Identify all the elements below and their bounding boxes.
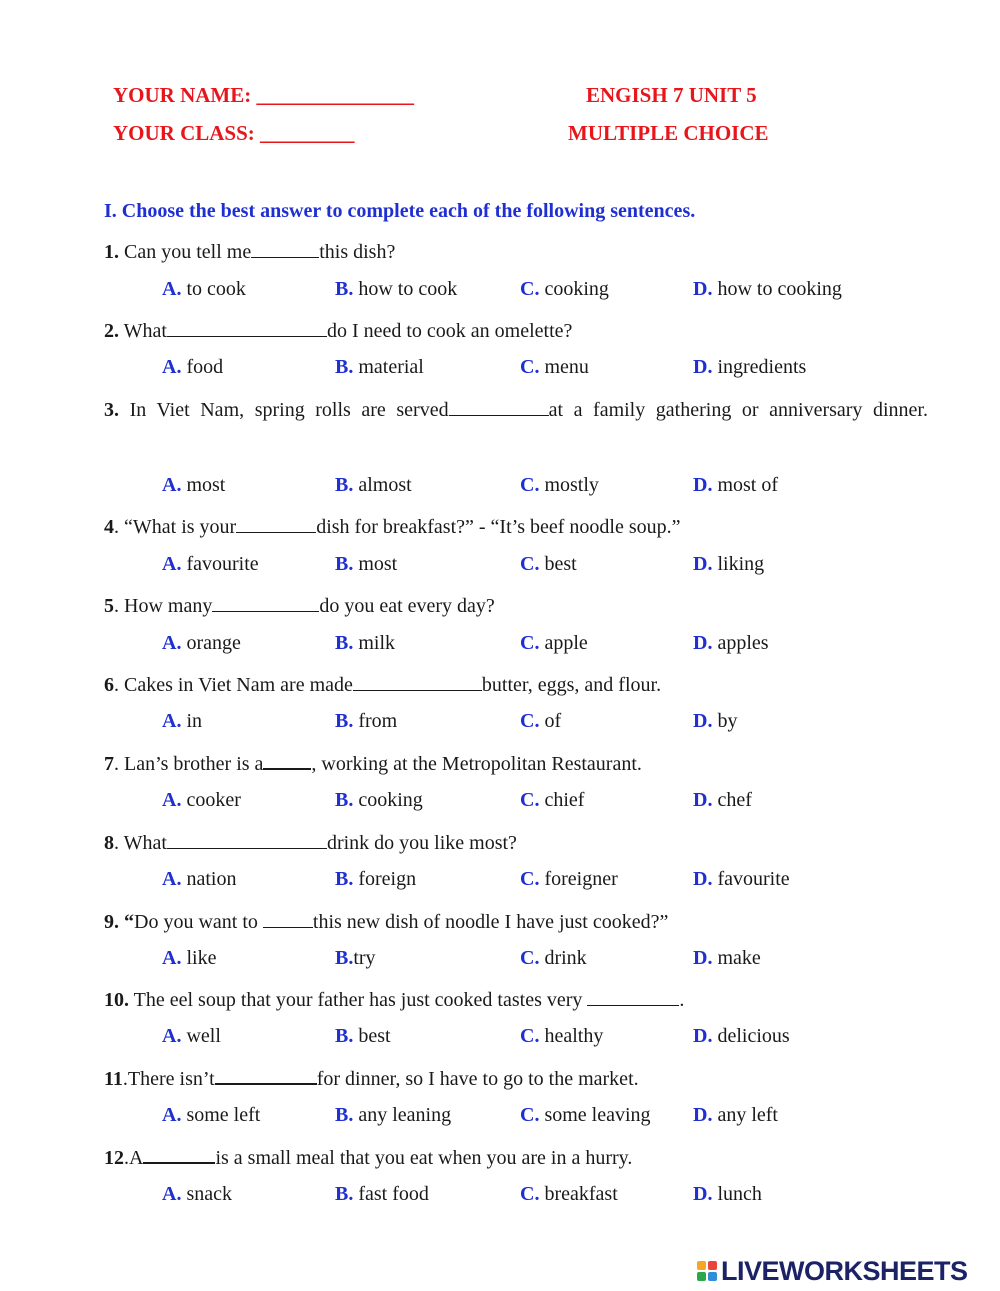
answer-blank[interactable] [353,672,482,691]
option-text: how to cooking [712,278,842,300]
option-letter: C. [520,789,540,811]
question-text: . What [114,832,167,854]
option-text: orange [181,632,241,654]
question-11 [104,1060,928,1098]
option-text: nation [181,868,237,890]
option-text: best [353,1025,391,1047]
option-text: chef [712,789,752,811]
option-text: foreign [353,868,417,890]
option-text: mostly [539,474,599,496]
option-letter: B. [335,789,354,811]
options-row [0,356,1000,386]
option-letter: D. [693,789,713,811]
options-row [0,1183,1000,1213]
option-d[interactable] [693,356,806,379]
option-letter: A. [162,789,182,811]
question-text: . How many [114,595,213,617]
option-b[interactable] [335,789,423,812]
question-number: 2. [104,320,119,342]
option-b[interactable] [335,1104,451,1127]
option-c[interactable] [520,632,588,655]
class-field-label: YOUR CLASS: _________ [113,121,355,145]
option-text: fast food [353,1183,429,1205]
question-4 [104,508,928,546]
question-text: Do you want to [134,911,263,933]
question-text: at a family gathering or anniversary dinner. [548,399,928,421]
option-text: cooker [181,789,241,811]
option-letter: C. [520,868,540,890]
question-number: 5 [104,595,114,617]
option-text: most of [712,474,779,496]
option-letter: B. [335,1104,354,1126]
option-d[interactable] [693,947,761,970]
question-3 [104,391,928,429]
option-letter: B. [335,1025,354,1047]
answer-blank[interactable] [263,750,311,770]
question-2 [104,312,928,350]
question-7 [104,745,928,783]
option-d[interactable] [693,710,737,733]
question-number: 6 [104,674,114,696]
options-row [0,710,1000,740]
option-letter: D. [693,947,713,969]
logo-text: LIVEWORKSHEETS [721,1255,968,1286]
option-a[interactable] [162,553,259,576]
option-text: apples [712,632,769,654]
option-text: of [539,710,562,732]
option-letter: A. [162,632,182,654]
option-letter: B. [335,868,354,890]
option-b[interactable] [335,553,397,576]
question-text: In Viet Nam, spring rolls are served [119,399,449,421]
option-text: some leaving [539,1104,651,1126]
option-text: almost [353,474,412,496]
option-letter: B. [335,710,354,732]
answer-blank[interactable] [215,1065,317,1085]
option-b[interactable] [335,1183,429,1206]
option-b[interactable] [335,868,416,891]
option-a[interactable] [162,1183,232,1206]
option-letter: A. [162,553,182,575]
option-letter: A. [162,1104,182,1126]
option-c[interactable] [520,278,609,301]
question-text: drink do you like most? [326,832,517,854]
option-d[interactable] [693,1183,762,1206]
option-b[interactable] [335,632,395,655]
option-text: any leaning [353,1104,452,1126]
answer-blank[interactable] [167,318,327,337]
option-text: from [353,710,398,732]
option-c[interactable] [520,1183,618,1206]
option-c[interactable] [520,356,589,379]
question-text: do I need to cook an omelette? [326,320,573,342]
option-text: favourite [712,868,790,890]
option-b[interactable] [335,356,424,379]
question-10 [104,981,928,1019]
options-row [0,278,1000,308]
option-letter: D. [693,1183,713,1205]
option-letter: D. [693,553,713,575]
option-letter: C. [520,1025,540,1047]
option-letter: A. [162,474,182,496]
option-letter: D. [693,474,713,496]
option-b[interactable] [335,278,457,301]
option-text: by [712,710,738,732]
option-a[interactable] [162,1104,260,1127]
option-d[interactable] [693,868,790,891]
option-d[interactable] [693,278,842,301]
option-text: lunch [712,1183,762,1205]
option-a[interactable] [162,710,202,733]
option-b[interactable] [335,710,397,733]
option-text: some left [181,1104,261,1126]
option-letter: A. [162,1183,182,1205]
option-text: breakfast [539,1183,618,1205]
answer-blank[interactable] [587,987,679,1006]
option-a[interactable] [162,868,236,891]
option-letter: B. [335,632,354,654]
question-1 [104,233,928,271]
question-6 [104,666,928,704]
option-c[interactable] [520,1104,651,1127]
answer-blank[interactable] [251,239,319,258]
question-text: is a small meal that you eat when you are in a hurry. [215,1147,633,1169]
option-letter: C. [520,947,540,969]
option-letter: C. [520,710,540,732]
option-letter: A. [162,710,182,732]
option-b[interactable] [335,474,412,497]
options-row [0,1025,1000,1055]
options-row [0,632,1000,662]
logo-grid-icon [697,1261,717,1281]
answer-blank[interactable] [263,909,313,928]
answer-blank[interactable] [449,397,549,416]
question-text: The eel soup that your father has just cooked tastes very [129,989,588,1011]
option-d[interactable] [693,553,764,576]
options-row [0,1104,1000,1134]
option-a[interactable] [162,947,216,970]
question-number: 3. [104,399,119,421]
option-letter: D. [693,278,713,300]
option-text: cooking [353,789,423,811]
liveworksheets-logo[interactable] [697,1253,968,1289]
option-text: like [181,947,217,969]
option-letter: A. [162,947,182,969]
question-text: for dinner, so I have to go to the market. [316,1068,639,1090]
option-letter: C. [520,278,540,300]
options-row [0,868,1000,898]
question-8 [104,824,928,862]
options-row [0,474,1000,504]
option-letter: A. [162,868,182,890]
option-c[interactable] [520,947,587,970]
option-letter: D. [693,632,713,654]
question-number: 12 [104,1147,124,1169]
logo-square [697,1272,706,1281]
option-letter: A. [162,1025,182,1047]
logo-square [708,1272,717,1281]
option-b[interactable] [335,947,376,970]
question-text: . “What is your [114,516,237,538]
option-text: well [181,1025,221,1047]
option-text: chief [539,789,585,811]
option-c[interactable] [520,1025,603,1048]
option-letter: C. [520,553,540,575]
question-text: this dish? [319,241,396,263]
answer-blank[interactable] [143,1144,215,1164]
options-row [0,553,1000,583]
option-letter: B. [335,1183,354,1205]
option-letter: D. [693,710,713,732]
option-text: make [712,947,761,969]
option-a[interactable] [162,1025,221,1048]
question-text: butter, eggs, and flour. [481,674,662,696]
option-text: favourite [181,553,259,575]
question-text: , working at the Metropolitan Restaurant. [311,753,642,775]
question-text: do you eat every day? [319,595,495,617]
option-text: how to cook [353,278,458,300]
option-letter: C. [520,474,540,496]
course-title: ENGISH 7 UNIT 5 [586,83,757,107]
answer-blank[interactable] [167,830,327,849]
option-text: healthy [539,1025,604,1047]
options-row [0,947,1000,977]
section-title: I. Choose the best answer to complete each of the following sentences. [104,200,696,222]
question-number: 8 [104,832,114,854]
option-b[interactable] [335,1025,391,1048]
question-number: 7 [104,753,114,775]
option-c[interactable] [520,789,584,812]
option-letter: A. [162,356,182,378]
option-text: apple [539,632,588,654]
option-letter: D. [693,868,713,890]
question-text: .There isn’t [122,1068,215,1090]
option-letter: D. [693,356,713,378]
option-text: ingredients [712,356,807,378]
question-text: dish for breakfast?” - “It’s beef noodle soup.” [316,516,681,538]
option-letter: C. [520,1183,540,1205]
option-letter: B. [335,278,354,300]
option-text: to cook [181,278,246,300]
option-text: best [539,553,577,575]
option-d[interactable] [693,1104,778,1127]
option-text: in [181,710,203,732]
option-text: food [181,356,224,378]
option-text: menu [539,356,589,378]
option-text: cooking [539,278,609,300]
option-letter: B. [335,947,354,969]
option-d[interactable] [693,474,778,497]
option-text: drink [539,947,587,969]
option-text: any left [712,1104,778,1126]
logo-square [708,1261,717,1270]
question-text: .A [124,1147,144,1169]
question-text: . Cakes in Viet Nam are made [114,674,353,696]
worksheet-type: MULTIPLE CHOICE [568,121,769,145]
option-text: liking [712,553,765,575]
option-text: most [353,553,398,575]
option-text: foreigner [539,868,618,890]
option-a[interactable] [162,356,223,379]
option-letter: D. [693,1104,713,1126]
option-letter: C. [520,632,540,654]
answer-blank[interactable] [212,593,319,612]
option-text: most [181,474,226,496]
name-field-label: YOUR NAME: _______________ [113,83,414,107]
question-number: 1. [104,241,119,263]
option-c[interactable] [520,474,599,497]
option-letter: B. [335,356,354,378]
option-c[interactable] [520,868,618,891]
option-letter: B. [335,474,354,496]
option-d[interactable] [693,789,752,812]
option-c[interactable] [520,553,577,576]
answer-blank[interactable] [236,514,316,533]
option-letter: A. [162,278,182,300]
question-text: Can you tell me [119,241,252,263]
option-a[interactable] [162,278,246,301]
option-text: milk [353,632,396,654]
question-text: . Lan’s brother is a [114,753,264,775]
question-9 [104,903,928,941]
question-text: . [679,989,685,1011]
option-text: snack [181,1183,232,1205]
logo-square [697,1261,706,1270]
option-c[interactable] [520,710,561,733]
question-text: this new dish of noodle I have just cooked?” [312,911,669,933]
option-d[interactable] [693,632,769,655]
question-number: 4 [104,516,114,538]
option-letter: D. [693,1025,713,1047]
option-a[interactable] [162,789,241,812]
question-number: 9. “ [104,911,134,933]
option-text: material [353,356,424,378]
question-12 [104,1139,928,1177]
question-number: 10. [104,989,129,1011]
option-a[interactable] [162,474,225,497]
question-number: 11 [104,1068,123,1090]
option-a[interactable] [162,632,241,655]
option-d[interactable] [693,1025,790,1048]
option-letter: B. [335,553,354,575]
option-letter: C. [520,356,540,378]
option-letter: C. [520,1104,540,1126]
options-row [0,789,1000,819]
option-text: try [353,947,376,969]
option-text: delicious [712,1025,790,1047]
question-text: What [119,320,167,342]
question-5 [104,587,928,625]
